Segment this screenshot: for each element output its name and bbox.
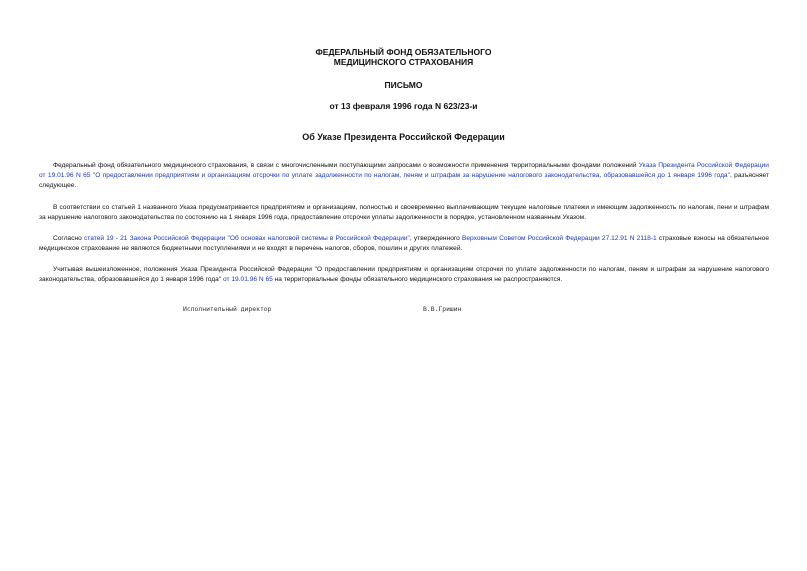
decree-65-link[interactable]: Указа Президента Российской Федерации от 19.01.96 N 65 "О предоставлении предприятиям и организациям отсрочки по уплате задолженности по налогам, пеням и штрафам за нарушение налогового законодательства, образовавшейся до 1 января 1996 года" [39,162,769,180]
paragraph-2-text: В соответствии со статьей 1 названного Указа предусматривается предприятиям и организациям, полностью и своевременно выплачивающим текущие налоговые платежи и имеющим задолженность по налогам, пени и штрафам за нарушение налогового законодательства по состоянию на 1 января 1996 года, предоставление отсрочки уплаты задолженности в порядке, установленном названным Указом. [39,204,769,222]
tax-law-articles-link[interactable]: статей 19 - 21 Закона Российской Федерации "Об основах налоговой системы в Российской Федерации" [83,235,410,242]
paragraph-4-text-a: Учитывая вышеизложенное, положения Указа Президента Российской Федерации "О предоставлении предприятиям и организациям отсрочки по уплате задолженности по налогам, пеням и штрафам за нарушение налогового законодательства, образовавшейся до 1 января 1996 года" [39,266,769,284]
paragraph-4 [39,265,769,285]
paragraph-1-text-b: , разъясняет следующее. [39,172,769,190]
paragraph-3-text-c: страховые взносы на обязательное медицинское страхование не являются бюджетными поступлениями и не входят в перечень налогов, сборов, пошлин и других платежей. [39,235,769,253]
paragraph-1-text-a: Федеральный фонд обязательного медицинского страхования, в связи с многочисленными поступающими запросами о возможности применения территориальными фондами положений [53,162,639,169]
paragraph-3-text-b: , утвержденного [409,235,462,242]
paragraph-4-text-b: на территориальные фонды обязательного медицинского страхования не распространяются. [272,276,563,284]
signatory-title: Исполнительный директор [183,305,272,313]
paragraph-3 [39,234,769,254]
document-subject: Об Указе Президента Российской Федерации [302,132,505,142]
issuer-line-1: ФЕДЕРАЛЬНЫЙ ФОНД ОБЯЗАТЕЛЬНОГО [315,47,492,57]
document-date-number: от 13 февраля 1996 года N 623/23-и [329,101,478,111]
paragraph-2 [39,203,769,223]
document-type: ПИСЬМО [384,80,423,90]
signatory-name: В.В.Гришин [423,305,462,313]
decree-65-date-link[interactable]: от 19.01.96 N 65 [222,276,273,284]
issuer-line-2: МЕДИЦИНСКОГО СТРАХОВАНИЯ [333,57,474,67]
paragraph-3-text-a: Согласно [53,235,84,242]
paragraph-1 [39,161,769,192]
supreme-council-link[interactable]: Верховным Советом Российской Федерации 27.12.91 N 2118-1 [461,235,657,242]
issuer-organization [0,47,807,67]
